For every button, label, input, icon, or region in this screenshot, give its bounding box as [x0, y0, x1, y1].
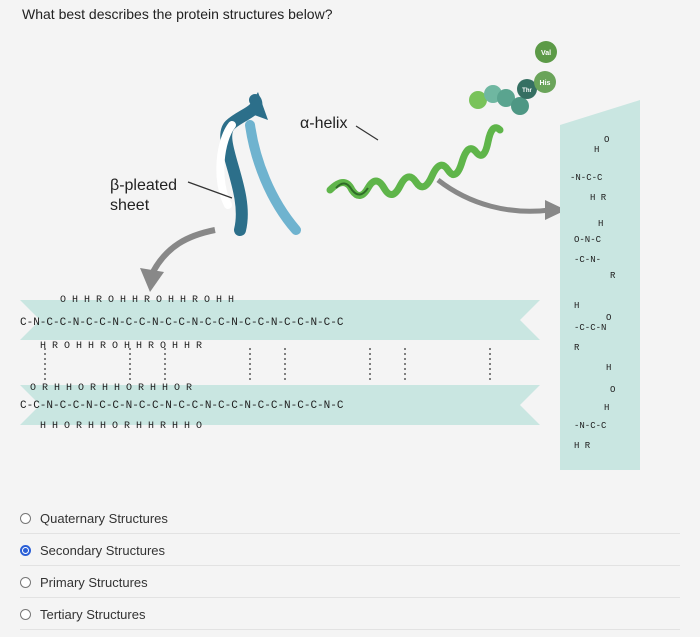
svg-text:-C-N-: -C-N- — [574, 255, 602, 265]
svg-text:H R: H R — [590, 193, 607, 203]
option-label: Secondary Structures — [40, 542, 166, 558]
svg-text:O: O — [606, 313, 612, 323]
svg-text:-N-C-C: -N-C-C — [570, 173, 603, 183]
svg-text:H: H — [606, 363, 612, 373]
sheet-row1-top: O H H R O H H R O H H R O H H — [60, 295, 235, 306]
amino-thr: Thr — [522, 88, 532, 94]
alpha-helix-label: α-helix — [300, 115, 348, 132]
svg-text:R: R — [610, 271, 616, 281]
option-label: Tertiary Structures — [40, 606, 146, 622]
svg-text:O-N-C: O-N-C — [574, 235, 602, 245]
svg-text:H R: H R — [574, 441, 591, 451]
radio-secondary-selected[interactable] — [20, 545, 31, 556]
sheet-row1-bot: H R O H H R O H H R O H H R — [40, 341, 203, 352]
svg-text:-C-C-N: -C-C-N — [574, 323, 607, 333]
radio-quaternary[interactable] — [20, 513, 31, 524]
svg-text:-N-C-C: -N-C-C — [574, 421, 607, 431]
protein-structure-figure — [0, 30, 700, 488]
svg-text:H: H — [598, 219, 604, 229]
radio-tertiary[interactable] — [20, 609, 31, 620]
option-label: Quaternary Structures — [40, 510, 168, 526]
beta-sheet-label-line1: β-pleated — [110, 177, 178, 194]
amino-val: Val — [540, 50, 552, 57]
amino-his: His — [539, 80, 551, 87]
sheet-row2-top: O R H H O R H H O R H H O R — [30, 383, 193, 394]
option-quaternary[interactable] — [20, 504, 680, 532]
sheet-row2-bot: H H O R H H O R H H R H H O — [40, 421, 203, 432]
sheet-row2-mid: C-C-N-C-C-N-C-C-N-C-C-N-C-C-N-C-C-N-C-C-N-C-C-N-C — [20, 400, 344, 412]
option-primary[interactable] — [20, 568, 680, 596]
option-label: Primary Structures — [40, 574, 148, 590]
alpha-helix-coil — [330, 128, 500, 196]
svg-text:O: O — [604, 135, 610, 145]
beta-ribbon-light — [250, 125, 296, 230]
svg-text:H: H — [574, 301, 580, 311]
svg-text:H: H — [604, 403, 610, 413]
beta-ribbon-dark — [226, 100, 256, 230]
radio-primary[interactable] — [20, 577, 31, 588]
beta-sheet-label-line2: sheet — [110, 197, 150, 214]
question-text: What best describes the protein structures below? — [22, 6, 333, 22]
svg-text:O: O — [610, 385, 616, 395]
svg-text:R: R — [574, 343, 580, 353]
sheet-row1-mid: C-N-C-C-N-C-C-N-C-C-N-C-C-N-C-C-N-C-C-N-C-C-N-C-C — [20, 317, 344, 329]
option-secondary[interactable] — [20, 536, 680, 564]
option-tertiary[interactable] — [20, 600, 680, 628]
svg-text:H: H — [594, 145, 600, 155]
